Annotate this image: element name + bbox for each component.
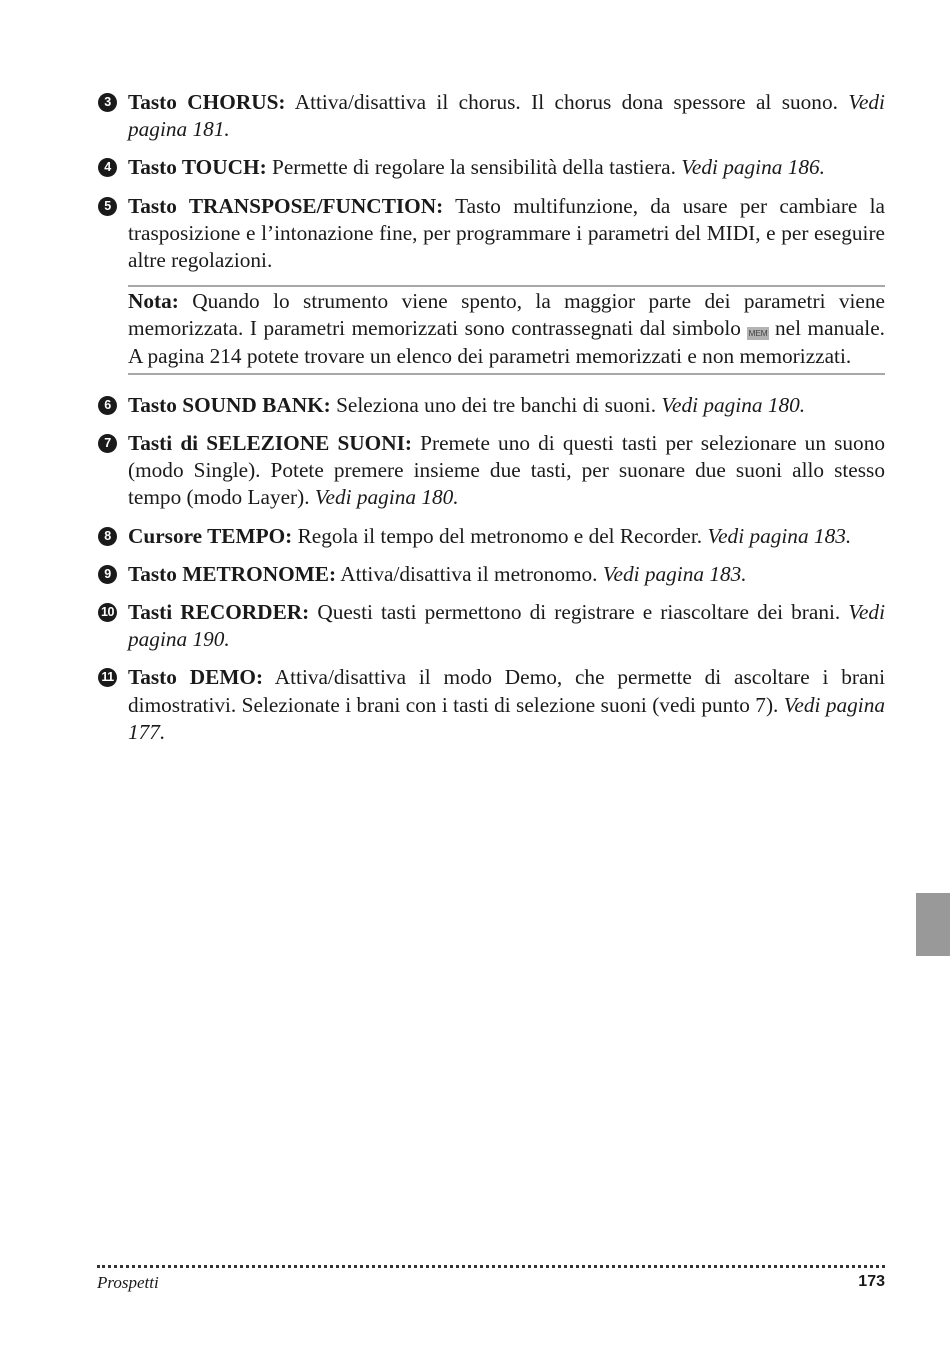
- item-label: Cursore TEMPO:: [128, 523, 293, 548]
- item-number-badge: 7: [98, 434, 117, 453]
- manual-content: [97, 89, 885, 757]
- note-text-after: nel manuale. A pagina 214 potete trovare un elenco dei parametri memorizzati e non memorizzati.: [128, 316, 885, 368]
- item-text: Regola il tempo del metronomo e del Recorder.: [292, 523, 708, 548]
- note-label: Nota:: [128, 289, 179, 314]
- item-label: Tasti RECORDER:: [128, 600, 310, 625]
- item-number-badge: 9: [98, 565, 117, 584]
- item-label: Tasto TRANSPOSE/FUNCTION:: [128, 193, 444, 218]
- page-reference: Vedi pagina 181.: [128, 90, 885, 142]
- item-number-badge: 5: [98, 197, 117, 216]
- item-label: Tasto DEMO:: [128, 665, 264, 690]
- item-number-badge: 10: [98, 603, 117, 622]
- page-reference: Vedi pagina 180.: [661, 392, 806, 417]
- item-text: Permette di regolare la sensibilità della tastiera.: [266, 155, 682, 180]
- item-label: Tasti di SELEZIONE SUONI:: [128, 431, 413, 456]
- item-number-badge: 11: [98, 668, 117, 687]
- list-item: [97, 430, 885, 512]
- page-reference: Vedi pagina 186.: [681, 155, 825, 180]
- item-number-badge: 3: [98, 93, 117, 112]
- page-reference: Vedi pagina 183.: [602, 561, 747, 586]
- item-text: Attiva/disattiva il chorus. Il chorus dona spessore al suono.: [285, 90, 849, 114]
- item-label: Tasto CHORUS:: [128, 90, 286, 114]
- page-reference: Vedi pagina 183.: [707, 523, 852, 548]
- item-text: Questi tasti permettono di registrare e riascoltare dei brani.: [309, 600, 849, 625]
- item-text: Attiva/disattiva il modo Demo, che permette di ascoltare i brani dimostrativi. Selezionate i brani con i tasti di selezione suoni (vedi punto 7).: [128, 665, 885, 717]
- note-box: [128, 285, 885, 375]
- note-text-before: Quando lo strumento viene spento, la maggior parte dei parametri viene memorizzata. I parametri memorizzati sono contrassegnati dal simbolo: [128, 289, 885, 341]
- mem-symbol-icon: MEM: [748, 328, 768, 339]
- item-number-badge: 4: [98, 158, 117, 177]
- page-reference: Vedi pagina 190.: [128, 600, 885, 652]
- list-item: [97, 599, 885, 653]
- list-item: [97, 664, 885, 746]
- item-text: Premete uno di questi tasti per selezionare un suono (modo Single). Potete premere insieme due tasti, per suonare due suoni allo stesso tempo (modo Layer).: [128, 431, 885, 510]
- page-number: 173: [858, 1273, 885, 1290]
- footer-divider: [97, 1265, 885, 1268]
- list-item: [97, 392, 885, 419]
- item-number-badge: 6: [98, 396, 117, 415]
- list-item: [97, 561, 885, 588]
- section-thumb-tab: [916, 893, 950, 956]
- item-text: Tasto multifunzione, da usare per cambiare la trasposizione e l’intonazione fine, per programmare i parametri del MIDI, e per eseguire altre regolazioni.: [128, 193, 886, 273]
- footer-section-title: Prospetti: [97, 1273, 159, 1292]
- item-text: Seleziona uno dei tre banchi di suoni.: [330, 392, 662, 417]
- list-item: [97, 193, 885, 275]
- item-number-badge: 8: [98, 527, 117, 546]
- item-label: Tasto TOUCH:: [128, 155, 267, 180]
- page-reference: Vedi pagina 180.: [314, 485, 459, 510]
- item-label: Tasto SOUND BANK:: [128, 392, 331, 417]
- list-item: [97, 154, 885, 181]
- item-label: Tasto METRONOME:: [128, 561, 337, 586]
- list-item: [97, 89, 885, 143]
- page-reference: Vedi pagina 177.: [128, 692, 885, 744]
- item-text: Attiva/disattiva il metronomo.: [336, 561, 603, 586]
- list-item: [97, 523, 885, 550]
